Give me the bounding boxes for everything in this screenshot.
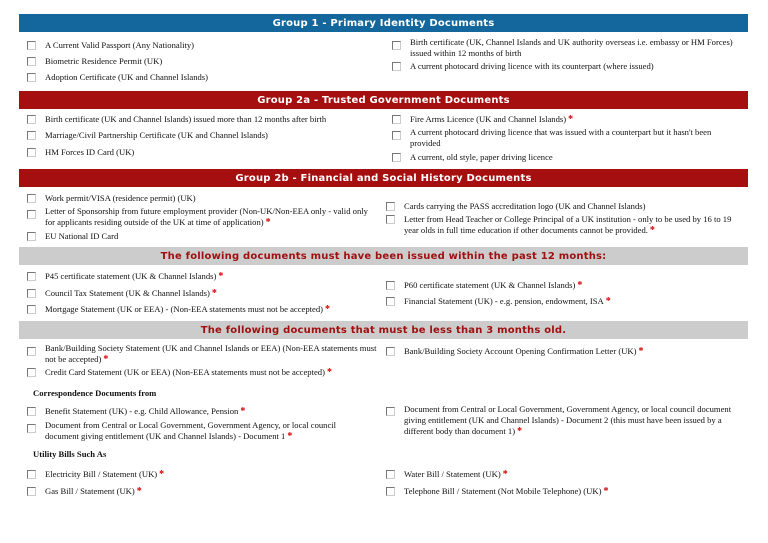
checkbox-icon[interactable]	[27, 131, 36, 140]
checkbox-item-passport[interactable]	[27, 40, 367, 51]
checkbox-icon[interactable]	[392, 131, 401, 140]
item-label: Mortgage Statement (UK or EEA) - (Non-EEA statements must not be accepted) *	[45, 304, 331, 315]
checkbox-icon[interactable]	[392, 62, 401, 71]
checkbox-icon[interactable]	[27, 347, 36, 356]
checkbox-item-electricity-bill[interactable]	[27, 469, 372, 480]
checkbox-icon[interactable]	[392, 153, 401, 162]
item-label: EU National ID Card	[45, 231, 119, 241]
checkbox-icon[interactable]	[27, 424, 36, 433]
checkbox-icon[interactable]	[386, 215, 395, 224]
checkbox-icon[interactable]	[27, 232, 36, 241]
checkbox-item-benefit-statement[interactable]	[27, 406, 372, 417]
checkbox-item-credit-card-statement[interactable]	[27, 367, 377, 378]
checkbox-item-p45[interactable]	[27, 271, 372, 282]
checkbox-icon[interactable]	[27, 368, 36, 377]
item-label: Letter of Sponsorship from future employment provider (Non-UK/Non-EEA only - valid only for applicants residing outside of the UK at time of application) *	[45, 206, 368, 228]
checkbox-item-pass-card[interactable]	[386, 201, 744, 212]
item-label: Letter from Head Teacher or College Principal of a UK institution - only to be used by 16 to 19 year olds in full time education if other documents cannot be provided. *	[404, 214, 732, 236]
checkbox-item-head-teacher-letter[interactable]	[386, 214, 744, 236]
required-asterisk: *	[240, 406, 246, 417]
checkbox-icon[interactable]	[392, 115, 401, 124]
checkbox-item-gov-document-2[interactable]	[386, 404, 744, 437]
item-label: Fire Arms Licence (UK and Channel Islands) *	[410, 114, 574, 125]
checkbox-item-birth-cert-12m[interactable]	[392, 37, 742, 59]
required-asterisk: *	[287, 431, 293, 442]
required-asterisk: *	[326, 367, 332, 378]
item-label: P60 certificate statement (UK & Channel Islands) *	[404, 280, 583, 291]
correspondence-subheading: Correspondence Documents from	[33, 388, 157, 398]
checkbox-item-birth-cert-late[interactable]	[27, 114, 372, 125]
required-asterisk: *	[136, 486, 142, 497]
checkbox-item-licence-no-counterpart[interactable]	[392, 127, 742, 149]
checkbox-icon[interactable]	[386, 297, 395, 306]
checkbox-icon[interactable]	[27, 487, 36, 496]
checkbox-icon[interactable]	[27, 73, 36, 82]
checkbox-item-hm-forces-id[interactable]	[27, 147, 372, 158]
item-label: Water Bill / Statement (UK) *	[404, 469, 508, 480]
required-asterisk: *	[211, 288, 217, 299]
checkbox-icon[interactable]	[386, 281, 395, 290]
item-label: A current, old style, paper driving licence	[410, 152, 553, 162]
checkbox-item-telephone-bill[interactable]	[386, 486, 744, 497]
checkbox-icon[interactable]	[27, 272, 36, 281]
item-label: Document from Central or Local Government, Government Agency, or local council document giving entitlement (UK and Channel Islands) - Document 1 *	[45, 420, 337, 442]
checkbox-icon[interactable]	[386, 470, 395, 479]
checkbox-item-account-opening-letter[interactable]	[386, 346, 744, 357]
checkbox-item-marriage-cert[interactable]	[27, 130, 372, 141]
required-asterisk: *	[649, 225, 655, 236]
required-asterisk: *	[517, 426, 523, 437]
item-label: Birth certificate (UK, Channel Islands and UK authority overseas i.e. embassy or HM Forces) issued within 12 months of birth	[410, 37, 733, 58]
required-asterisk: *	[577, 280, 583, 291]
checkbox-item-sponsorship-letter[interactable]	[27, 206, 372, 228]
item-label: Council Tax Statement (UK & Channel Islands) *	[45, 288, 217, 299]
past-12-months-header: The following documents must have been issued within the past 12 months:	[19, 247, 748, 265]
group1-header: Group 1 - Primary Identity Documents	[19, 14, 748, 32]
required-asterisk: *	[603, 486, 609, 497]
checkbox-icon[interactable]	[27, 407, 36, 416]
less-3-months-header: The following documents that must be less than 3 months old.	[19, 321, 748, 339]
checkbox-item-p60[interactable]	[386, 280, 744, 291]
checkbox-icon[interactable]	[386, 202, 395, 211]
checkbox-icon[interactable]	[27, 115, 36, 124]
checkbox-icon[interactable]	[27, 305, 36, 314]
required-asterisk: *	[103, 354, 109, 365]
item-label: A current photocard driving licence with its counterpart (where issued)	[410, 61, 654, 71]
required-asterisk: *	[605, 296, 611, 307]
group2a-header: Group 2a - Trusted Government Documents	[19, 91, 748, 109]
item-label: Document from Central or Local Government, Government Agency, or local council document giving entitlement (UK and Channel Islands) - Document 2 (this must have been issued by a different body than document 1) *	[404, 404, 732, 437]
item-label: HM Forces ID Card (UK)	[45, 147, 135, 157]
checkbox-item-water-bill[interactable]	[386, 469, 744, 480]
checkbox-item-gas-bill[interactable]	[27, 486, 372, 497]
item-label: Cards carrying the PASS accreditation logo (UK and Channel Islands)	[404, 201, 646, 211]
item-label: Adoption Certificate (UK and Channel Islands)	[45, 72, 209, 82]
checkbox-icon[interactable]	[27, 289, 36, 298]
required-asterisk: *	[638, 346, 644, 357]
checkbox-item-gov-document-1[interactable]	[27, 420, 372, 442]
checkbox-icon[interactable]	[27, 210, 36, 219]
item-label: Birth certificate (UK and Channel Islands) issued more than 12 months after birth	[45, 114, 327, 124]
group2b-header: Group 2b - Financial and Social History Documents	[19, 169, 748, 187]
item-label: Gas Bill / Statement (UK) *	[45, 486, 142, 497]
checkbox-icon[interactable]	[27, 57, 36, 66]
checkbox-item-council-tax[interactable]	[27, 288, 372, 299]
item-label: Electricity Bill / Statement (UK) *	[45, 469, 165, 480]
checkbox-item-firearms-licence[interactable]	[392, 114, 742, 125]
item-label: Biometric Residence Permit (UK)	[45, 56, 163, 66]
checkbox-item-work-permit[interactable]	[27, 193, 372, 204]
checkbox-item-eu-id-card[interactable]	[27, 231, 372, 242]
item-label: Credit Card Statement (UK or EEA) (Non-EEA statements must not be accepted) *	[45, 367, 332, 378]
checkbox-item-photocard-licence[interactable]	[392, 61, 742, 72]
required-asterisk: *	[218, 271, 224, 282]
item-label: Bank/Building Society Account Opening Confirmation Letter (UK) *	[404, 346, 644, 357]
checkbox-icon[interactable]	[27, 194, 36, 203]
item-label: Benefit Statement (UK) - e.g. Child Allowance, Pension *	[45, 406, 246, 417]
item-label: A current photocard driving licence that was issued with a counterpart but it hasn't been provided	[410, 127, 712, 148]
item-label: Financial Statement (UK) - e.g. pension, endowment, ISA *	[404, 296, 611, 307]
item-label: Marriage/Civil Partnership Certificate (UK and Channel Islands)	[45, 130, 268, 140]
checkbox-icon[interactable]	[27, 470, 36, 479]
checkbox-icon[interactable]	[392, 41, 401, 50]
utility-bills-subheading: Utility Bills Such As	[33, 449, 107, 459]
item-label: Bank/Building Society Statement (UK and Channel Islands or EEA) (Non-EEA statements must not be accepted) *	[45, 343, 377, 365]
required-asterisk: *	[265, 217, 271, 228]
required-asterisk: *	[159, 469, 165, 480]
checkbox-icon[interactable]	[27, 41, 36, 50]
checkbox-item-financial-statement[interactable]	[386, 296, 744, 307]
checkbox-item-adoption[interactable]	[27, 72, 367, 83]
checkbox-icon[interactable]	[386, 487, 395, 496]
checkbox-item-paper-licence[interactable]	[392, 152, 742, 163]
required-asterisk: *	[325, 304, 331, 315]
checkbox-item-mortgage[interactable]	[27, 304, 372, 315]
item-label: Work permit/VISA (residence permit) (UK)	[45, 193, 196, 203]
item-label: Telephone Bill / Statement (Not Mobile Telephone) (UK) *	[404, 486, 609, 497]
required-asterisk: *	[502, 469, 508, 480]
checkbox-icon[interactable]	[27, 148, 36, 157]
checkbox-icon[interactable]	[386, 347, 395, 356]
item-label: P45 certificate statement (UK & Channel Islands) *	[45, 271, 224, 282]
checkbox-item-bank-statement[interactable]	[27, 343, 377, 365]
checkbox-icon[interactable]	[386, 407, 395, 416]
required-asterisk: *	[568, 114, 574, 125]
item-label: A Current Valid Passport (Any Nationality)	[45, 40, 195, 50]
checkbox-item-brp[interactable]	[27, 56, 367, 67]
